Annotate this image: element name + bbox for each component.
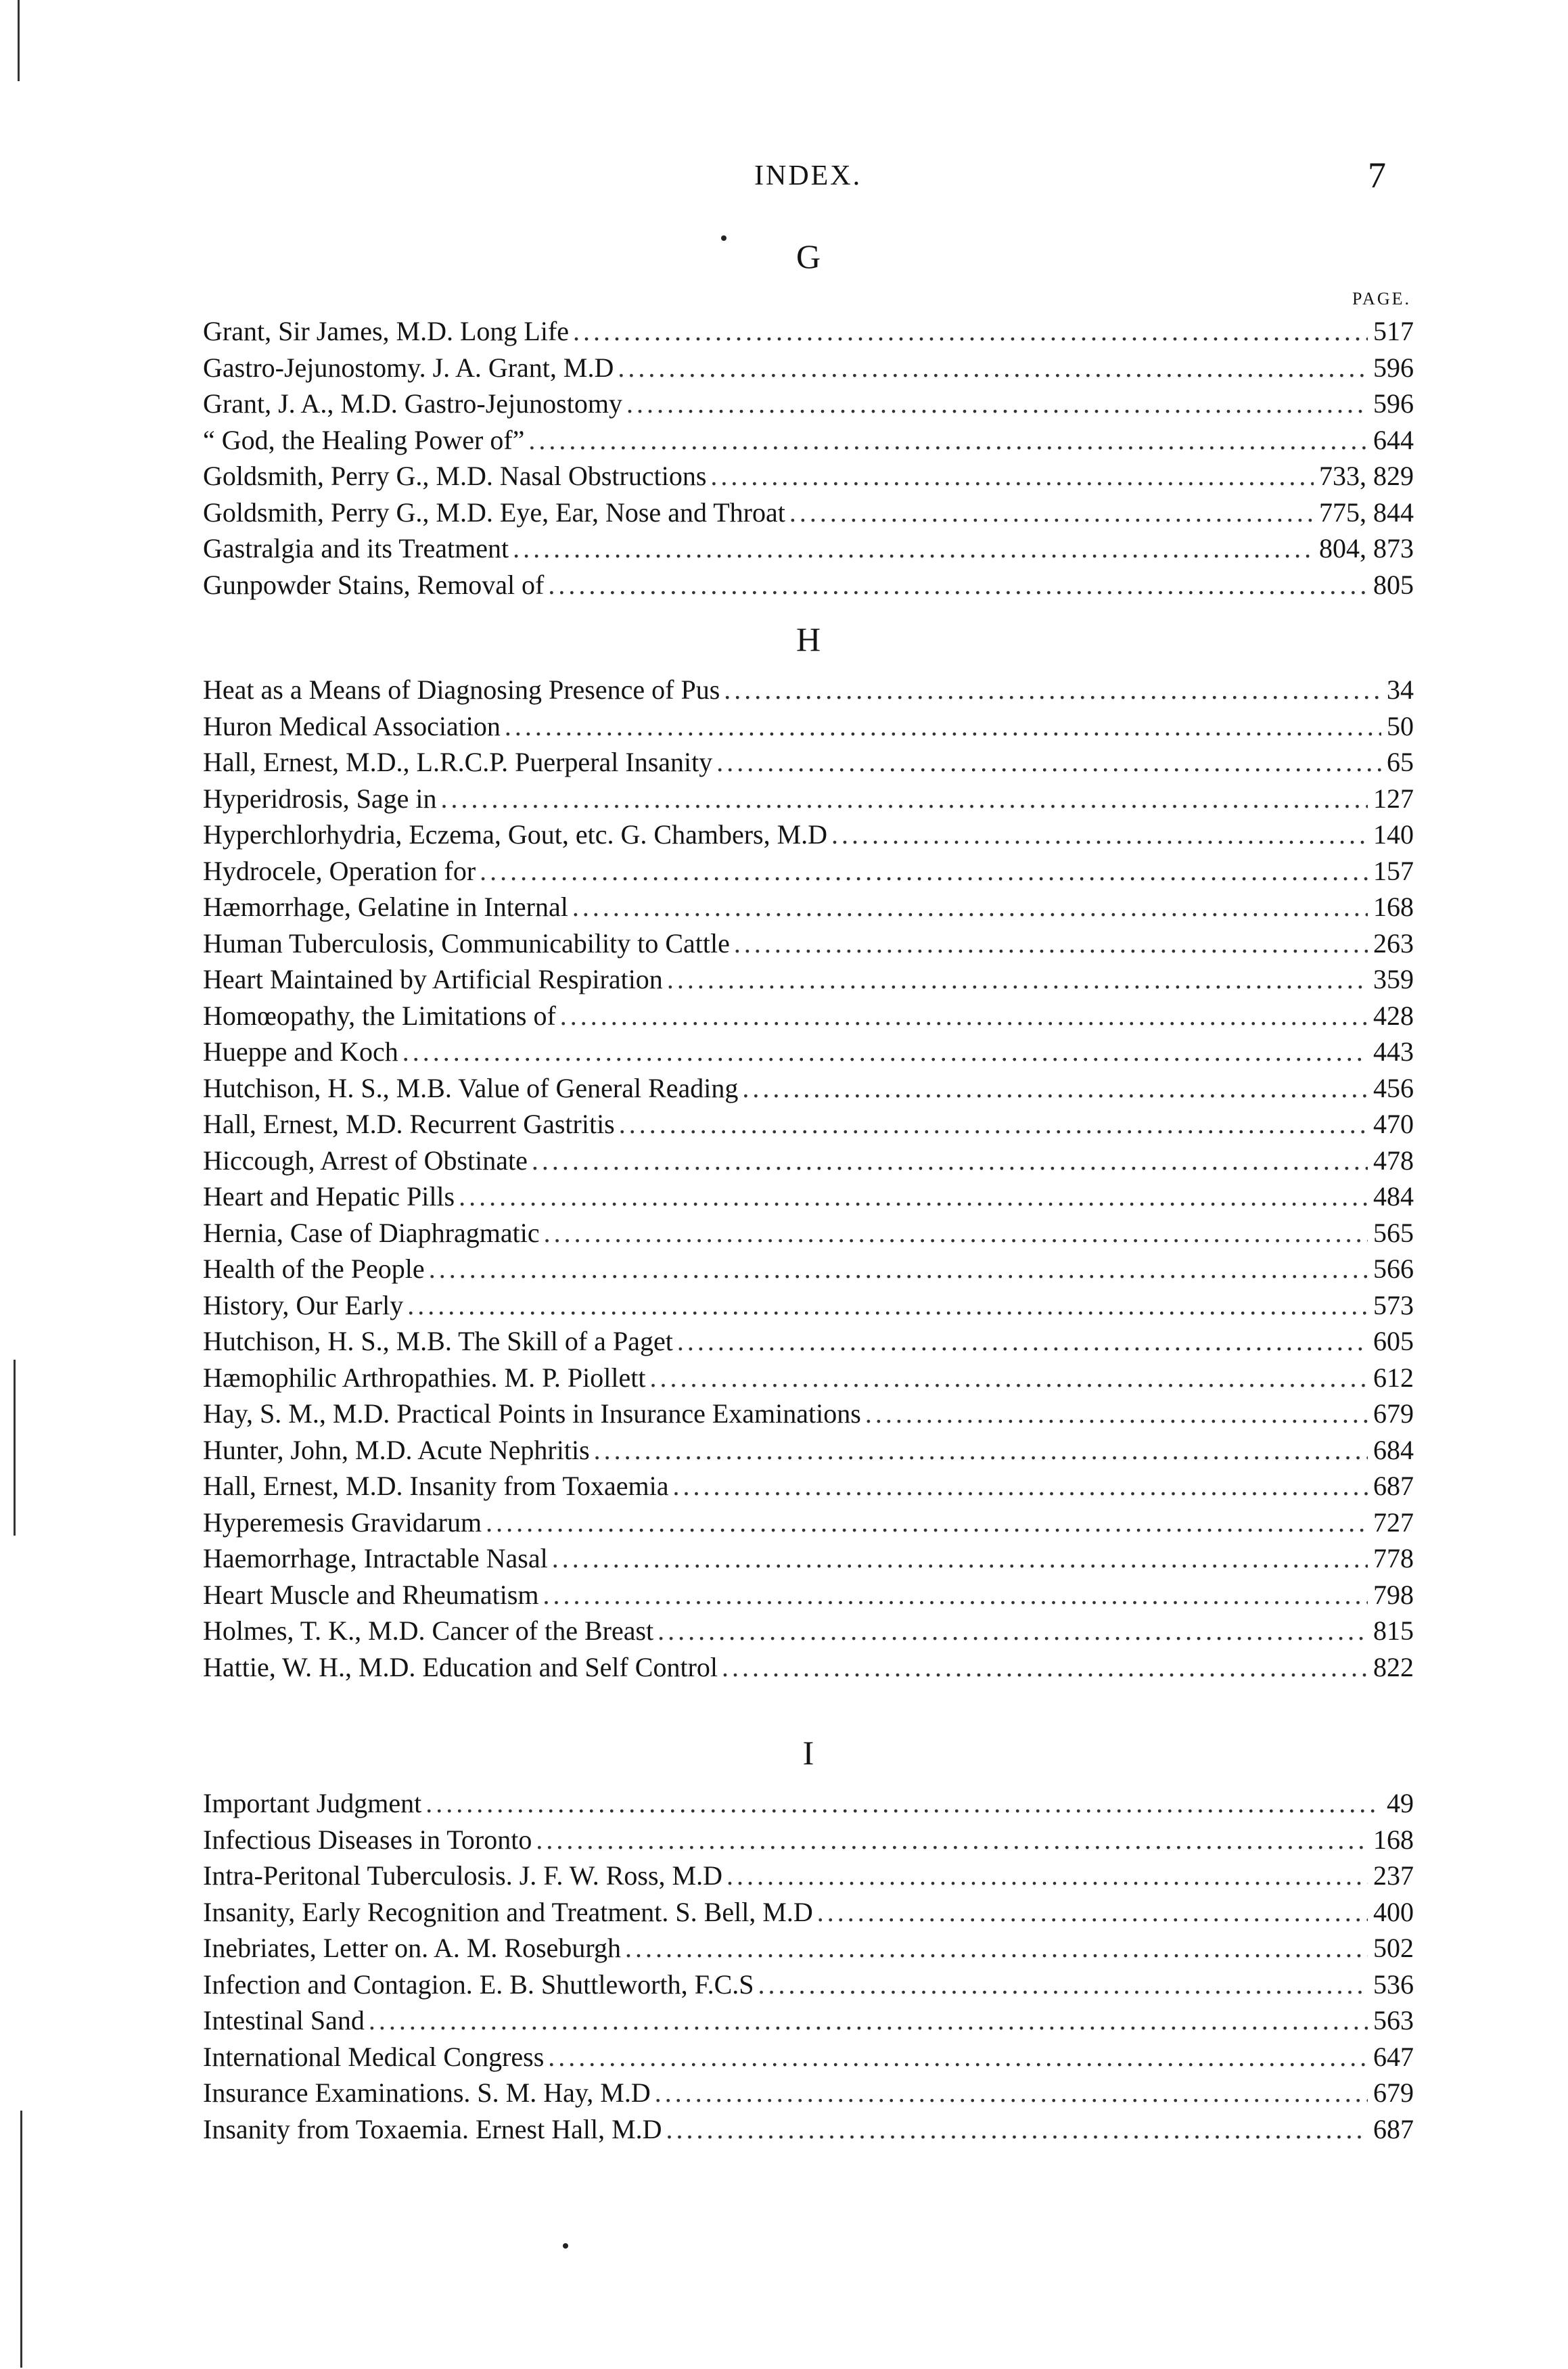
page-column-label: PAGE.: [1352, 289, 1411, 308]
index-entry: [203, 1432, 1414, 1469]
entry-page-number: 484: [1373, 1181, 1414, 1212]
dot-leader: [425, 1785, 1381, 1822]
index-entry: [203, 1396, 1414, 1432]
entry-title: Hydrocele, Operation for: [203, 855, 476, 886]
entry-title: Goldsmith, Perry G., M.D. Eye, Ear, Nose and Throat: [203, 497, 785, 528]
entry-title: Heart and Hepatic Pills: [203, 1181, 455, 1212]
index-entry: [203, 458, 1414, 495]
entry-page-number: 237: [1373, 1860, 1414, 1891]
entry-page-number: 127: [1373, 783, 1414, 814]
running-head: [0, 154, 1568, 202]
entry-title: Gastralgia and its Treatment: [203, 533, 509, 564]
index-entry: [203, 781, 1414, 817]
entry-page-number: 34: [1387, 674, 1414, 705]
dot-leader: [618, 350, 1368, 386]
entry-title: Infection and Contagion. E. B. Shuttleworth, F.C.S: [203, 1969, 754, 2000]
entry-title: Hyperemesis Gravidarum: [203, 1506, 482, 1538]
index-entry: [203, 853, 1414, 890]
dot-leader: [429, 1251, 1368, 1287]
index-entry: [203, 350, 1414, 386]
entry-title: Grant, J. A., M.D. Gastro-Jejunostomy: [203, 388, 622, 419]
section-letter: G: [795, 237, 821, 275]
entry-page-number: 573: [1373, 1289, 1414, 1320]
index-entry: [203, 1034, 1414, 1070]
entry-title: Hall, Ernest, M.D., L.R.C.P. Puerperal Insanity: [203, 747, 713, 777]
dot-leader: [572, 889, 1368, 925]
entry-page-number: 684: [1373, 1434, 1414, 1465]
dot-leader: [716, 744, 1381, 781]
dot-leader: [722, 1649, 1368, 1686]
entry-title: Hæmorrhage, Gelatine in Internal: [203, 892, 568, 922]
index-entry: [203, 1540, 1414, 1577]
entry-page-number: 605: [1373, 1326, 1414, 1356]
entry-page-number: 536: [1373, 1969, 1414, 2000]
entry-page-number: 428: [1373, 1000, 1414, 1031]
dot-leader: [513, 530, 1314, 567]
index-section-i: [203, 1732, 1414, 2147]
dot-leader: [667, 961, 1368, 998]
dot-leader: [666, 2111, 1368, 2148]
entry-title: Hunter, John, M.D. Acute Nephritis: [203, 1434, 590, 1465]
index-entry: [203, 816, 1414, 853]
entry-title: Haemorrhage, Intractable Nasal: [203, 1543, 548, 1573]
entry-page-number: 644: [1373, 424, 1414, 455]
entry-page-number: 733, 829: [1319, 461, 1414, 491]
index-entry: [203, 1858, 1414, 1894]
dot-leader: [560, 998, 1368, 1034]
scan-margin-mark: [18, 0, 20, 81]
index-entry-list: [203, 313, 1414, 603]
entry-title: Heat as a Means of Diagnosing Presence of Pus: [203, 674, 720, 705]
dot-leader: [619, 1106, 1368, 1143]
dot-leader: [742, 1070, 1368, 1107]
entry-title: Hernia, Case of Diaphragmatic: [203, 1217, 540, 1248]
index-entry: [203, 2039, 1414, 2075]
index-entry-list: [203, 672, 1414, 1685]
dot-leader: [528, 422, 1368, 459]
dot-leader: [655, 2075, 1368, 2111]
entry-page-number: 478: [1373, 1145, 1414, 1176]
dot-leader: [677, 1323, 1368, 1360]
entry-page-number: 596: [1373, 352, 1414, 383]
index-entry: [203, 1143, 1414, 1179]
entry-title: Insanity, Early Recognition and Treatment. S. Bell, M.D: [203, 1896, 813, 1927]
entry-title: Intra-Peritonal Tuberculosis. J. F. W. Ross, M.D: [203, 1860, 722, 1891]
entry-page-number: 456: [1373, 1072, 1414, 1103]
entry-title: Hall, Ernest, M.D. Recurrent Gastritis: [203, 1109, 615, 1139]
entry-page-number: 263: [1373, 927, 1414, 959]
entry-title: Gunpowder Stains, Removal of: [203, 569, 545, 600]
dot-leader: [817, 1894, 1368, 1931]
entry-title: Holmes, T. K., M.D. Cancer of the Breast: [203, 1615, 654, 1646]
entry-title: Infectious Diseases in Toronto: [203, 1824, 532, 1855]
index-entry: [203, 1360, 1414, 1396]
scan-margin-mark: [20, 2111, 22, 2368]
index-section-h: [203, 619, 1414, 1685]
entry-page-number: 49: [1387, 1788, 1414, 1818]
entry-title: Important Judgment: [203, 1788, 422, 1818]
index-entry: [203, 567, 1414, 603]
entry-title: Huron Medical Association: [203, 710, 501, 741]
dot-leader: [727, 1858, 1368, 1894]
index-entry: [203, 386, 1414, 422]
entry-title: Insanity from Toxaemia. Ernest Hall, M.D: [203, 2113, 662, 2144]
dot-leader: [505, 708, 1381, 745]
entry-title: “ God, the Healing Power of”: [203, 424, 525, 455]
entry-page-number: 647: [1373, 2041, 1414, 2072]
entry-title: Health of the People: [203, 1254, 425, 1284]
index-entry: [203, 1251, 1414, 1287]
dot-leader: [658, 1613, 1368, 1649]
dot-leader: [369, 2002, 1368, 2039]
index-entry: [203, 422, 1414, 459]
dot-leader: [573, 313, 1368, 350]
dot-leader: [552, 1540, 1368, 1577]
dot-leader: [649, 1360, 1368, 1396]
entry-page-number: 679: [1373, 1398, 1414, 1429]
entry-page-number: 563: [1373, 2005, 1414, 2036]
entry-page-number: 687: [1373, 1471, 1414, 1501]
index-entry: [203, 1649, 1414, 1686]
dot-leader: [865, 1396, 1368, 1432]
entry-title: Heart Muscle and Rheumatism: [203, 1579, 539, 1610]
scan-speck: [563, 2243, 568, 2249]
entry-page-number: 65: [1387, 747, 1414, 777]
dot-leader: [626, 386, 1368, 422]
entry-title: Grant, Sir James, M.D. Long Life: [203, 316, 570, 346]
entry-page-number: 168: [1373, 892, 1414, 922]
dot-leader: [548, 2039, 1368, 2075]
index-entry: [203, 1785, 1414, 1822]
entry-title: International Medical Congress: [203, 2041, 545, 2072]
entry-page-number: 443: [1373, 1036, 1414, 1067]
dot-leader: [673, 1468, 1368, 1504]
entry-page-number: 400: [1373, 1896, 1414, 1927]
entry-title: Hyperchlorhydria, Eczema, Gout, etc. G. Chambers, M.D: [203, 819, 828, 850]
dot-leader: [459, 1178, 1368, 1215]
entry-page-number: 687: [1373, 2113, 1414, 2144]
dot-leader: [480, 853, 1368, 890]
section-letter: I: [802, 1734, 814, 1772]
entry-title: Homœopathy, the Limitations of: [203, 1000, 556, 1031]
page-number: 7: [1368, 155, 1386, 196]
entry-page-number: 815: [1373, 1615, 1414, 1646]
entry-page-number: 798: [1373, 1579, 1414, 1610]
dot-leader: [710, 458, 1314, 495]
dot-leader: [532, 1143, 1368, 1179]
index-entry: [203, 998, 1414, 1034]
index-entry: [203, 313, 1414, 350]
index-entry: [203, 1070, 1414, 1107]
entry-title: Hattie, W. H., M.D. Education and Self Control: [203, 1651, 718, 1682]
entry-title: Heart Maintained by Artificial Respiration: [203, 964, 663, 994]
entry-title: Inebriates, Letter on. A. M. Roseburgh: [203, 1933, 622, 1963]
entry-title: Hall, Ernest, M.D. Insanity from Toxaemia: [203, 1471, 669, 1501]
index-entry: [203, 889, 1414, 925]
dot-leader: [407, 1287, 1368, 1324]
entry-title: Intestinal Sand: [203, 2005, 365, 2036]
index-entry: [203, 961, 1414, 998]
running-title: INDEX.: [754, 160, 862, 191]
index-content: [203, 227, 1414, 2147]
entry-page-number: 140: [1373, 819, 1414, 850]
dot-leader: [536, 1822, 1368, 1858]
index-entry: [203, 1106, 1414, 1143]
index-entry: [203, 672, 1414, 708]
dot-leader: [402, 1034, 1368, 1070]
index-entry: [203, 495, 1414, 531]
entry-title: Hueppe and Koch: [203, 1036, 398, 1067]
dot-leader: [486, 1504, 1368, 1541]
dot-leader: [594, 1432, 1368, 1469]
entry-title: Hæmophilic Arthropathies. M. P. Piollett: [203, 1362, 646, 1393]
entry-page-number: 805: [1373, 569, 1414, 600]
index-entry: [203, 708, 1414, 745]
dot-leader: [441, 781, 1368, 817]
entry-title: Hiccough, Arrest of Obstinate: [203, 1145, 528, 1176]
entry-page-number: 566: [1373, 1254, 1414, 1284]
dot-leader: [544, 1215, 1368, 1251]
entry-page-number: 168: [1373, 1824, 1414, 1855]
dot-leader: [734, 925, 1368, 962]
scan-margin-mark: [14, 1360, 16, 1536]
dot-leader: [758, 1967, 1368, 2003]
section-letter: H: [795, 620, 821, 658]
index-entry: [203, 530, 1414, 567]
entry-title: Hyperidrosis, Sage in: [203, 783, 437, 814]
index-entry: [203, 2002, 1414, 2039]
dot-leader: [789, 495, 1314, 531]
index-entry: [203, 1323, 1414, 1360]
entry-page-number: 679: [1373, 2077, 1414, 2108]
entry-page-number: 778: [1373, 1543, 1414, 1573]
index-entry: [203, 1504, 1414, 1541]
entry-page-number: 822: [1373, 1651, 1414, 1682]
entry-page-number: 502: [1373, 1933, 1414, 1963]
index-entry: [203, 1822, 1414, 1858]
entry-page-number: 359: [1373, 964, 1414, 994]
index-entry: [203, 1287, 1414, 1324]
index-entry: [203, 1178, 1414, 1215]
index-entry: [203, 2111, 1414, 2148]
entry-page-number: 727: [1373, 1506, 1414, 1538]
entry-title: Human Tuberculosis, Communicability to Cattle: [203, 927, 730, 959]
scan-speck: [721, 235, 727, 241]
entry-page-number: 596: [1373, 388, 1414, 419]
entry-page-number: 565: [1373, 1217, 1414, 1248]
entry-title: Hutchison, H. S., M.B. Value of General Reading: [203, 1072, 739, 1103]
index-entry: [203, 1930, 1414, 1967]
dot-leader: [548, 567, 1368, 603]
entry-page-number: 470: [1373, 1109, 1414, 1139]
index-entry: [203, 1215, 1414, 1251]
index-entry: [203, 1894, 1414, 1931]
index-entry: [203, 1967, 1414, 2003]
entry-title: Gastro-Jejunostomy. J. A. Grant, M.D: [203, 352, 614, 383]
dot-leader: [831, 816, 1368, 853]
index-entry: [203, 1613, 1414, 1649]
entry-page-number: 612: [1373, 1362, 1414, 1393]
entry-title: Hay, S. M., M.D. Practical Points in Insurance Examinations: [203, 1398, 861, 1429]
entry-page-number: 50: [1387, 710, 1414, 741]
entry-title: Hutchison, H. S., M.B. The Skill of a Paget: [203, 1326, 673, 1356]
index-entry: [203, 1468, 1414, 1504]
index-entry: [203, 1577, 1414, 1613]
entry-title: History, Our Early: [203, 1289, 404, 1320]
entry-page-number: 517: [1373, 316, 1414, 346]
dot-leader: [724, 672, 1381, 708]
entry-title: Insurance Examinations. S. M. Hay, M.D: [203, 2077, 651, 2108]
index-entry-list: [203, 1785, 1414, 2147]
index-entry: [203, 744, 1414, 781]
dot-leader: [625, 1930, 1368, 1967]
entry-page-number: 804, 873: [1319, 533, 1414, 564]
entry-title: Goldsmith, Perry G., M.D. Nasal Obstructions: [203, 461, 707, 491]
index-entry: [203, 925, 1414, 962]
entry-page-number: 775, 844: [1319, 497, 1414, 528]
entry-page-number: 157: [1373, 855, 1414, 886]
index-entry: [203, 2075, 1414, 2111]
index-section-g: [203, 236, 1414, 603]
dot-leader: [543, 1577, 1368, 1613]
